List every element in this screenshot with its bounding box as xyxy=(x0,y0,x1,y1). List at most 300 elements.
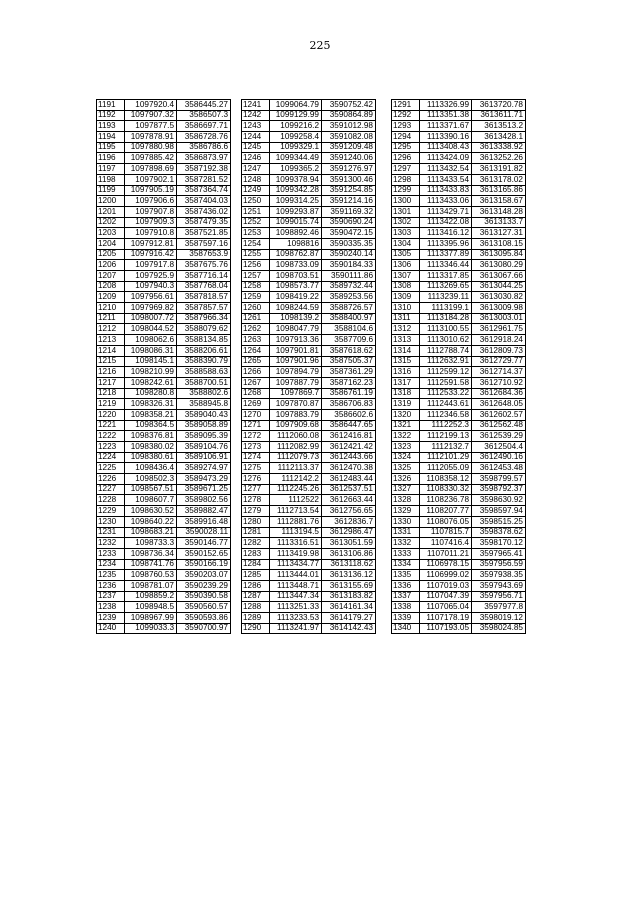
point-id-cell: 1250 xyxy=(242,196,270,207)
x-coordinate-cell: 1099216.2 xyxy=(270,121,322,132)
y-coordinate-cell: 3591300.46 xyxy=(322,174,376,185)
table-row xyxy=(242,527,376,538)
x-coordinate-cell: 1113199.1 xyxy=(420,303,472,314)
point-id-cell: 1210 xyxy=(97,303,125,314)
table-row xyxy=(392,399,526,410)
x-coordinate-cell: 1113419.98 xyxy=(270,548,322,559)
table-row xyxy=(97,217,231,228)
y-coordinate-cell: 3587436.02 xyxy=(177,206,231,217)
y-coordinate-cell: 3591209.48 xyxy=(322,142,376,153)
y-coordinate-cell: 3614161.34 xyxy=(322,602,376,613)
y-coordinate-cell: 3587716.14 xyxy=(177,271,231,282)
point-id-cell: 1225 xyxy=(97,463,125,474)
x-coordinate-cell: 1098733.09 xyxy=(270,260,322,271)
point-id-cell: 1295 xyxy=(392,142,420,153)
point-id-cell: 1307 xyxy=(392,271,420,282)
y-coordinate-cell: 3589916.48 xyxy=(177,516,231,527)
table-row xyxy=(97,484,231,495)
point-id-cell: 1275 xyxy=(242,463,270,474)
point-id-cell: 1200 xyxy=(97,196,125,207)
table-row xyxy=(242,602,376,613)
table-row xyxy=(242,206,376,217)
x-coordinate-cell: 1112245.26 xyxy=(270,484,322,495)
x-coordinate-cell: 1098859.2 xyxy=(125,591,177,602)
y-coordinate-cell: 3587192.38 xyxy=(177,164,231,175)
y-coordinate-cell: 3612562.48 xyxy=(472,420,526,431)
x-coordinate-cell: 1113444.01 xyxy=(270,570,322,581)
x-coordinate-cell: 1113448.71 xyxy=(270,580,322,591)
point-id-cell: 1305 xyxy=(392,249,420,260)
table-row xyxy=(242,452,376,463)
table-row xyxy=(242,313,376,324)
point-id-cell: 1231 xyxy=(97,527,125,538)
table-row xyxy=(97,388,231,399)
point-id-cell: 1228 xyxy=(97,495,125,506)
y-coordinate-cell: 3612918.24 xyxy=(472,335,526,346)
table-row xyxy=(392,206,526,217)
table-row xyxy=(392,196,526,207)
y-coordinate-cell: 3591240.06 xyxy=(322,153,376,164)
table-row xyxy=(242,100,376,111)
x-coordinate-cell: 1097878.91 xyxy=(125,132,177,143)
point-id-cell: 1262 xyxy=(242,324,270,335)
y-coordinate-cell: 3613118.62 xyxy=(322,559,376,570)
point-id-cell: 1239 xyxy=(97,613,125,624)
x-coordinate-cell: 1098280.8 xyxy=(125,388,177,399)
x-coordinate-cell: 1113434.77 xyxy=(270,559,322,570)
table-row xyxy=(97,142,231,153)
y-coordinate-cell: 3613158.67 xyxy=(472,196,526,207)
x-coordinate-cell: 1097956.61 xyxy=(125,292,177,303)
table-row xyxy=(392,538,526,549)
coordinate-table-2 xyxy=(241,99,376,634)
x-coordinate-cell: 1098948.5 xyxy=(125,602,177,613)
x-coordinate-cell: 1113371.67 xyxy=(420,121,472,132)
table-row xyxy=(97,442,231,453)
table-row xyxy=(392,324,526,335)
y-coordinate-cell: 3612483.44 xyxy=(322,474,376,485)
table-row xyxy=(242,292,376,303)
table-row xyxy=(97,303,231,314)
point-id-cell: 1309 xyxy=(392,292,420,303)
point-id-cell: 1205 xyxy=(97,249,125,260)
point-id-cell: 1224 xyxy=(97,452,125,463)
point-id-cell: 1315 xyxy=(392,356,420,367)
x-coordinate-cell: 1098380.02 xyxy=(125,442,177,453)
x-coordinate-cell: 1097870.87 xyxy=(270,399,322,410)
point-id-cell: 1220 xyxy=(97,409,125,420)
x-coordinate-cell: 1098086.31 xyxy=(125,345,177,356)
x-coordinate-cell: 1107019.03 xyxy=(420,580,472,591)
x-coordinate-cell: 1107011.21 xyxy=(420,548,472,559)
y-coordinate-cell: 3591012.98 xyxy=(322,121,376,132)
y-coordinate-cell: 3587505.37 xyxy=(322,356,376,367)
table-row xyxy=(392,164,526,175)
y-coordinate-cell: 3590111.86 xyxy=(322,271,376,282)
table-row xyxy=(242,580,376,591)
x-coordinate-cell: 1113433.54 xyxy=(420,174,472,185)
point-id-cell: 1286 xyxy=(242,580,270,591)
x-coordinate-cell: 1098630.52 xyxy=(125,506,177,517)
point-id-cell: 1335 xyxy=(392,570,420,581)
y-coordinate-cell: 3590700.97 xyxy=(177,623,231,634)
table-row xyxy=(97,153,231,164)
x-coordinate-cell: 1097902.1 xyxy=(125,174,177,185)
point-id-cell: 1304 xyxy=(392,238,420,249)
y-coordinate-cell: 3590690.24 xyxy=(322,217,376,228)
point-id-cell: 1269 xyxy=(242,399,270,410)
page-number: 225 xyxy=(309,39,331,52)
y-coordinate-cell: 3613030.82 xyxy=(472,292,526,303)
x-coordinate-cell: 1097880.98 xyxy=(125,142,177,153)
table-row xyxy=(97,516,231,527)
point-id-cell: 1324 xyxy=(392,452,420,463)
table-row xyxy=(97,249,231,260)
point-id-cell: 1330 xyxy=(392,516,420,527)
y-coordinate-cell: 3590335.35 xyxy=(322,238,376,249)
table-row xyxy=(392,377,526,388)
y-coordinate-cell: 3613080.29 xyxy=(472,260,526,271)
y-coordinate-cell: 3586873.97 xyxy=(177,153,231,164)
table-row xyxy=(242,367,376,378)
point-id-cell: 1251 xyxy=(242,206,270,217)
point-id-cell: 1314 xyxy=(392,345,420,356)
y-coordinate-cell: 3612602.57 xyxy=(472,409,526,420)
y-coordinate-cell: 3589802.56 xyxy=(177,495,231,506)
y-coordinate-cell: 3590560.57 xyxy=(177,602,231,613)
x-coordinate-cell: 1099314.25 xyxy=(270,196,322,207)
x-coordinate-cell: 1113317.85 xyxy=(420,271,472,282)
table-row xyxy=(392,484,526,495)
y-coordinate-cell: 3613191.82 xyxy=(472,164,526,175)
y-coordinate-cell: 3587364.74 xyxy=(177,185,231,196)
y-coordinate-cell: 3613252.26 xyxy=(472,153,526,164)
table-row xyxy=(242,174,376,185)
y-coordinate-cell: 3589671.25 xyxy=(177,484,231,495)
x-coordinate-cell: 1097869.7 xyxy=(270,388,322,399)
y-coordinate-cell: 3587404.03 xyxy=(177,196,231,207)
table-row xyxy=(242,431,376,442)
table-row xyxy=(392,345,526,356)
point-id-cell: 1263 xyxy=(242,335,270,346)
y-coordinate-cell: 3612443.66 xyxy=(322,452,376,463)
table-row xyxy=(392,100,526,111)
y-coordinate-cell: 3588134.85 xyxy=(177,335,231,346)
x-coordinate-cell: 1099064.79 xyxy=(270,100,322,111)
point-id-cell: 1243 xyxy=(242,121,270,132)
table-row xyxy=(392,527,526,538)
x-coordinate-cell: 1098762.87 xyxy=(270,249,322,260)
point-id-cell: 1248 xyxy=(242,174,270,185)
x-coordinate-cell: 1099015.74 xyxy=(270,217,322,228)
table-row xyxy=(242,217,376,228)
table-row xyxy=(392,271,526,282)
y-coordinate-cell: 3612710.92 xyxy=(472,377,526,388)
x-coordinate-cell: 1097925.9 xyxy=(125,271,177,282)
point-id-cell: 1238 xyxy=(97,602,125,613)
x-coordinate-cell: 1099378.94 xyxy=(270,174,322,185)
table-row xyxy=(97,591,231,602)
x-coordinate-cell: 1112142.2 xyxy=(270,474,322,485)
y-coordinate-cell: 3598799.57 xyxy=(472,474,526,485)
x-coordinate-cell: 1106999.02 xyxy=(420,570,472,581)
table-row xyxy=(97,409,231,420)
point-id-cell: 1284 xyxy=(242,559,270,570)
x-coordinate-cell: 1112788.74 xyxy=(420,345,472,356)
y-coordinate-cell: 3588400.97 xyxy=(322,313,376,324)
x-coordinate-cell: 1107416.4 xyxy=(420,538,472,549)
y-coordinate-cell: 3586786.6 xyxy=(177,142,231,153)
point-id-cell: 1244 xyxy=(242,132,270,143)
table-row xyxy=(242,388,376,399)
table-row xyxy=(392,132,526,143)
x-coordinate-cell: 1098640.22 xyxy=(125,516,177,527)
point-id-cell: 1192 xyxy=(97,110,125,121)
point-id-cell: 1298 xyxy=(392,174,420,185)
x-coordinate-cell: 1098326.31 xyxy=(125,399,177,410)
coordinate-table-1 xyxy=(96,99,231,634)
table-row xyxy=(242,335,376,346)
x-coordinate-cell: 1098062.6 xyxy=(125,335,177,346)
y-coordinate-cell: 3589058.89 xyxy=(177,420,231,431)
table-row xyxy=(392,281,526,292)
y-coordinate-cell: 3591082.08 xyxy=(322,132,376,143)
point-id-cell: 1337 xyxy=(392,591,420,602)
x-coordinate-cell: 1112522 xyxy=(270,495,322,506)
table-row xyxy=(242,559,376,570)
x-coordinate-cell: 1108236.78 xyxy=(420,495,472,506)
x-coordinate-cell: 1098733.3 xyxy=(125,538,177,549)
table-row xyxy=(97,238,231,249)
x-coordinate-cell: 1107065.04 xyxy=(420,602,472,613)
y-coordinate-cell: 3587768.04 xyxy=(177,281,231,292)
y-coordinate-cell: 3612537.51 xyxy=(322,484,376,495)
x-coordinate-cell: 1113390.16 xyxy=(420,132,472,143)
y-coordinate-cell: 3586447.65 xyxy=(322,420,376,431)
x-coordinate-cell: 1112060.08 xyxy=(270,431,322,442)
x-coordinate-cell: 1112101.29 xyxy=(420,452,472,463)
table-row xyxy=(392,335,526,346)
table-row xyxy=(242,324,376,335)
table-row xyxy=(242,548,376,559)
x-coordinate-cell: 1113269.65 xyxy=(420,281,472,292)
x-coordinate-cell: 1112079.73 xyxy=(270,452,322,463)
x-coordinate-cell: 1113326.99 xyxy=(420,100,472,111)
x-coordinate-cell: 1097912.81 xyxy=(125,238,177,249)
point-id-cell: 1310 xyxy=(392,303,420,314)
x-coordinate-cell: 1113416.12 xyxy=(420,228,472,239)
table-row xyxy=(392,356,526,367)
x-coordinate-cell: 1098380.61 xyxy=(125,452,177,463)
point-id-cell: 1191 xyxy=(97,100,125,111)
point-id-cell: 1333 xyxy=(392,548,420,559)
table-row xyxy=(97,495,231,506)
point-id-cell: 1211 xyxy=(97,313,125,324)
x-coordinate-cell: 1112713.54 xyxy=(270,506,322,517)
table-row xyxy=(392,442,526,453)
x-coordinate-cell: 1097906.6 xyxy=(125,196,177,207)
point-id-cell: 1242 xyxy=(242,110,270,121)
x-coordinate-cell: 1098242.61 xyxy=(125,377,177,388)
y-coordinate-cell: 3588104.6 xyxy=(322,324,376,335)
table-row xyxy=(242,506,376,517)
y-coordinate-cell: 3613428.1 xyxy=(472,132,526,143)
point-id-cell: 1222 xyxy=(97,431,125,442)
y-coordinate-cell: 3588206.61 xyxy=(177,345,231,356)
table-row xyxy=(242,516,376,527)
point-id-cell: 1246 xyxy=(242,153,270,164)
x-coordinate-cell: 1097885.42 xyxy=(125,153,177,164)
point-id-cell: 1266 xyxy=(242,367,270,378)
point-id-cell: 1300 xyxy=(392,196,420,207)
y-coordinate-cell: 3588588.63 xyxy=(177,367,231,378)
y-coordinate-cell: 3614179.27 xyxy=(322,613,376,624)
x-coordinate-cell: 1113233.53 xyxy=(270,613,322,624)
x-coordinate-cell: 1097920.4 xyxy=(125,100,177,111)
y-coordinate-cell: 3612470.38 xyxy=(322,463,376,474)
x-coordinate-cell: 1098683.21 xyxy=(125,527,177,538)
point-id-cell: 1256 xyxy=(242,260,270,271)
x-coordinate-cell: 1098044.52 xyxy=(125,324,177,335)
point-id-cell: 1289 xyxy=(242,613,270,624)
table-row xyxy=(392,153,526,164)
x-coordinate-cell: 1098703.51 xyxy=(270,271,322,282)
point-id-cell: 1303 xyxy=(392,228,420,239)
table-row xyxy=(392,409,526,420)
x-coordinate-cell: 1098419.22 xyxy=(270,292,322,303)
x-coordinate-cell: 1098567.51 xyxy=(125,484,177,495)
y-coordinate-cell: 3598515.25 xyxy=(472,516,526,527)
x-coordinate-cell: 1098358.21 xyxy=(125,409,177,420)
point-id-cell: 1267 xyxy=(242,377,270,388)
x-coordinate-cell: 1112082.99 xyxy=(270,442,322,453)
y-coordinate-cell: 3586761.19 xyxy=(322,388,376,399)
x-coordinate-cell: 1099258.4 xyxy=(270,132,322,143)
x-coordinate-cell: 1113408.43 xyxy=(420,142,472,153)
point-id-cell: 1281 xyxy=(242,527,270,538)
point-id-cell: 1274 xyxy=(242,452,270,463)
x-coordinate-cell: 1097883.79 xyxy=(270,409,322,420)
y-coordinate-cell: 3587521.85 xyxy=(177,228,231,239)
x-coordinate-cell: 1106978.15 xyxy=(420,559,472,570)
x-coordinate-cell: 1098364.5 xyxy=(125,420,177,431)
y-coordinate-cell: 3589104.76 xyxy=(177,442,231,453)
point-id-cell: 1299 xyxy=(392,185,420,196)
point-id-cell: 1328 xyxy=(392,495,420,506)
x-coordinate-cell: 1112252.3 xyxy=(420,420,472,431)
table-row xyxy=(242,142,376,153)
y-coordinate-cell: 3614142.43 xyxy=(322,623,376,634)
y-coordinate-cell: 3587597.16 xyxy=(177,238,231,249)
x-coordinate-cell: 1113316.51 xyxy=(270,538,322,549)
table-row xyxy=(242,303,376,314)
point-id-cell: 1271 xyxy=(242,420,270,431)
point-id-cell: 1322 xyxy=(392,431,420,442)
point-id-cell: 1287 xyxy=(242,591,270,602)
point-id-cell: 1325 xyxy=(392,463,420,474)
table-row xyxy=(392,474,526,485)
y-coordinate-cell: 3613051.59 xyxy=(322,538,376,549)
x-coordinate-cell: 1097905.19 xyxy=(125,185,177,196)
y-coordinate-cell: 3612729.77 xyxy=(472,356,526,367)
y-coordinate-cell: 3612714.37 xyxy=(472,367,526,378)
x-coordinate-cell: 1098502.3 xyxy=(125,474,177,485)
y-coordinate-cell: 3591169.32 xyxy=(322,206,376,217)
x-coordinate-cell: 1098760.53 xyxy=(125,570,177,581)
point-id-cell: 1241 xyxy=(242,100,270,111)
point-id-cell: 1268 xyxy=(242,388,270,399)
point-id-cell: 1301 xyxy=(392,206,420,217)
x-coordinate-cell: 1113395.96 xyxy=(420,238,472,249)
y-coordinate-cell: 3597938.35 xyxy=(472,570,526,581)
y-coordinate-cell: 3612504.4 xyxy=(472,442,526,453)
table-row xyxy=(242,110,376,121)
table-row xyxy=(97,335,231,346)
x-coordinate-cell: 1113433.06 xyxy=(420,196,472,207)
y-coordinate-cell: 3589473.29 xyxy=(177,474,231,485)
y-coordinate-cell: 3590864.89 xyxy=(322,110,376,121)
x-coordinate-cell: 1113010.62 xyxy=(420,335,472,346)
point-id-cell: 1197 xyxy=(97,164,125,175)
y-coordinate-cell: 3590240.14 xyxy=(322,249,376,260)
table-row xyxy=(392,217,526,228)
point-id-cell: 1240 xyxy=(97,623,125,634)
y-coordinate-cell: 3597943.69 xyxy=(472,580,526,591)
point-id-cell: 1260 xyxy=(242,303,270,314)
point-id-cell: 1208 xyxy=(97,281,125,292)
point-id-cell: 1279 xyxy=(242,506,270,517)
table-row xyxy=(97,313,231,324)
y-coordinate-cell: 3590028.11 xyxy=(177,527,231,538)
point-id-cell: 1261 xyxy=(242,313,270,324)
y-coordinate-cell: 3588802.6 xyxy=(177,388,231,399)
table-row xyxy=(242,185,376,196)
point-id-cell: 1334 xyxy=(392,559,420,570)
point-id-cell: 1232 xyxy=(97,538,125,549)
table-row xyxy=(392,591,526,602)
x-coordinate-cell: 1099293.87 xyxy=(270,206,322,217)
x-coordinate-cell: 1108358.12 xyxy=(420,474,472,485)
y-coordinate-cell: 3587361.29 xyxy=(322,367,376,378)
point-id-cell: 1338 xyxy=(392,602,420,613)
x-coordinate-cell: 1098607.7 xyxy=(125,495,177,506)
point-id-cell: 1212 xyxy=(97,324,125,335)
point-id-cell: 1235 xyxy=(97,570,125,581)
point-id-cell: 1247 xyxy=(242,164,270,175)
table-row xyxy=(97,527,231,538)
x-coordinate-cell: 1113346.44 xyxy=(420,260,472,271)
y-coordinate-cell: 3587618.62 xyxy=(322,345,376,356)
point-id-cell: 1264 xyxy=(242,345,270,356)
y-coordinate-cell: 3613148.28 xyxy=(472,206,526,217)
point-id-cell: 1204 xyxy=(97,238,125,249)
x-coordinate-cell: 1113351.38 xyxy=(420,110,472,121)
x-coordinate-cell: 1097877.5 xyxy=(125,121,177,132)
table-row xyxy=(97,345,231,356)
x-coordinate-cell: 1112599.12 xyxy=(420,367,472,378)
table-row xyxy=(242,345,376,356)
x-coordinate-cell: 1112199.13 xyxy=(420,431,472,442)
point-id-cell: 1217 xyxy=(97,377,125,388)
y-coordinate-cell: 3612836.7 xyxy=(322,516,376,527)
y-coordinate-cell: 3589882.47 xyxy=(177,506,231,517)
point-id-cell: 1273 xyxy=(242,442,270,453)
point-id-cell: 1237 xyxy=(97,591,125,602)
x-coordinate-cell: 1097907.8 xyxy=(125,206,177,217)
point-id-cell: 1254 xyxy=(242,238,270,249)
table-row xyxy=(392,452,526,463)
table-row xyxy=(392,548,526,559)
